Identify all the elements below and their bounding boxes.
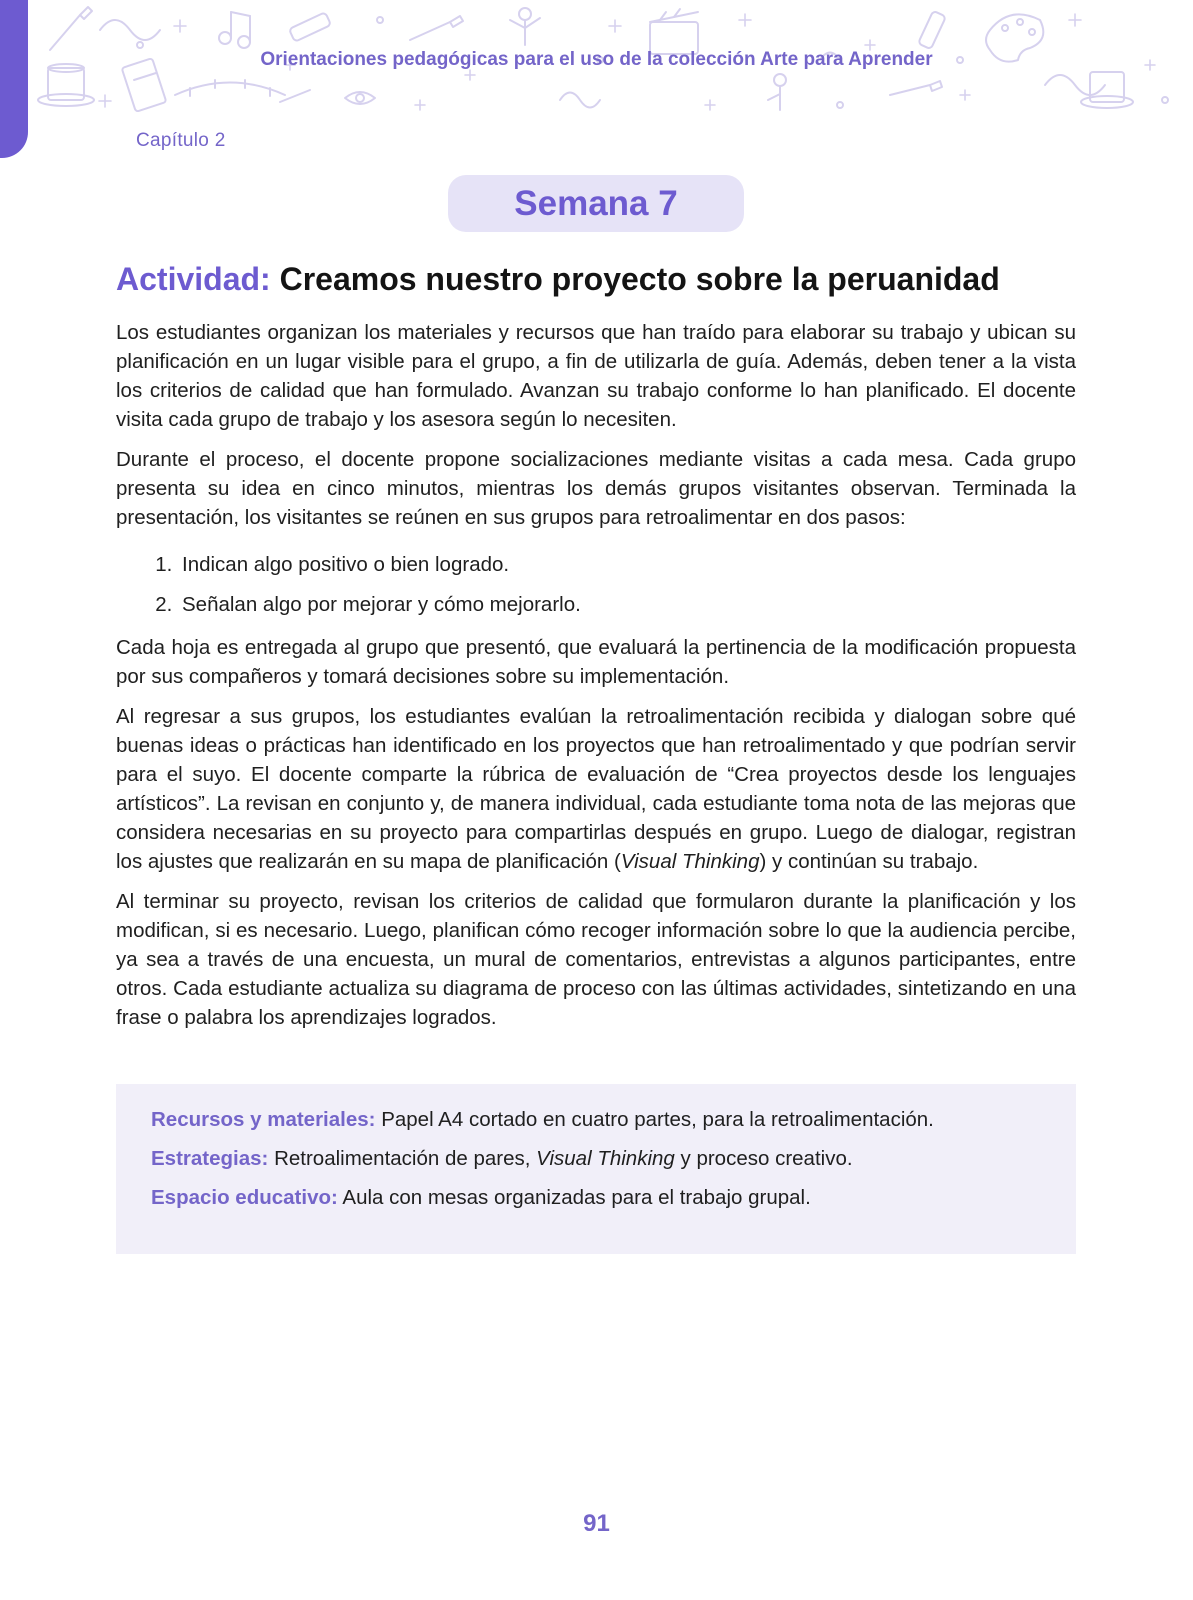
activity-label: Actividad: (116, 261, 271, 297)
activity-heading (116, 261, 1086, 298)
music-note-icon (219, 12, 250, 48)
paint-tube-icon (289, 11, 946, 50)
eye-icon (345, 92, 375, 104)
paragraph-4-italic: Visual Thinking (620, 850, 760, 873)
paragraph-3: Cada hoja es entregada al grupo que presentó, que evaluará la pertinencia de la modificación propuesta por sus compañeros y tomará decisiones sobre su implementación. (116, 636, 1076, 688)
list-item: 1. Indican algo positivo o bien logrado. (178, 550, 1076, 579)
paragraph-4-text: Al regresar a sus grupos, los estudiantes evalúan la retroalimentación recibida y dialogan sobre qué buenas ideas o prácticas han identificado en los proyectos que han retroalimentado y que podrían servir para el suyo. El docente comparte la rúbrica de evaluación de “Crea proyectos desde los lenguajes artísticos”. La revisan en conjunto y, de manera individual, cada estudiante toma nota de las mejoras que considera necesarias en su proyecto para compartirlas después en grupo. Luego de dialogar, registran los ajustes que realizarán en su mapa de planificación ( (116, 705, 1076, 873)
space-value: Aula con mesas organizadas para el trabajo grupal. (342, 1186, 811, 1209)
strategies-end: y proceso creativo. (674, 1147, 853, 1170)
paragraph-4 (116, 702, 1076, 876)
main-content (116, 318, 1076, 1043)
week-label: Semana 7 (514, 183, 678, 223)
chapter-side-tab (0, 0, 28, 158)
paragraph-4-end: ) y continúan su trabajo. (759, 850, 979, 873)
strategies-italic: Visual Thinking (536, 1147, 675, 1170)
strategies-text: Retroalimentación de pares, (274, 1147, 537, 1170)
week-badge (448, 175, 744, 232)
materials-label: Recursos y materiales: (151, 1108, 376, 1131)
resources-box (116, 1084, 1076, 1254)
paragraph-2: Durante el proceso, el docente propone socializaciones mediante visitas a cada mesa. Cada grupo presenta su idea en cinco minutos, mientras los demás grupos visitantes observan. Terminada la presentación, los visitantes se reúnen en sus grupos para retroalimentar en dos pasos: (116, 448, 1076, 529)
page-number: 91 (583, 1510, 610, 1537)
materials-line (151, 1108, 934, 1132)
paintbrush-icon (50, 7, 92, 50)
materials-value: Papel A4 cortado en cuatro partes, para la retroalimentación. (381, 1108, 934, 1131)
feedback-steps-list (116, 550, 1076, 619)
chapter-label: Capítulo 2 (136, 130, 226, 151)
paragraph-1: Los estudiantes organizan los materiales y recursos que han traído para elaborar su trabajo y ubican su planificación en un lugar visible para el grupo, a fin de utilizarla de guía. Además, deben tener a la vista los criterios de calidad que han formulado. Avanzan su trabajo conforme lo han planificado. El docente visita cada grupo de trabajo y los asesora según lo necesiten. (116, 321, 1076, 431)
space-label: Espacio educativo: (151, 1186, 338, 1209)
space-line (151, 1186, 811, 1210)
running-title: Orientaciones pedagógicas para el uso de la colección Arte para Aprender (260, 49, 933, 70)
film-clapper-icon (650, 9, 698, 54)
paragraph-5: Al terminar su proyecto, revisan los criterios de calidad que formularon durante la planificación y los modifican, si es necesario. Luego, planifican cómo recoger información sobre lo que la audiencia percibe, ya sea a través de una encuesta, un mural de comentarios, entrevistas a algunos participantes, entre otros. Cada estudiante actualiza su diagrama de proceso con las últimas actividades, sintetizando en una frase o palabra los aprendizajes logrados. (116, 890, 1076, 1029)
strategies-label: Estrategias: (151, 1147, 269, 1170)
strategies-line (151, 1147, 853, 1171)
activity-title: Creamos nuestro proyecto sobre la peruanidad (279, 261, 1000, 297)
list-item: 2. Señalan algo por mejorar y cómo mejorarlo. (178, 590, 1076, 619)
